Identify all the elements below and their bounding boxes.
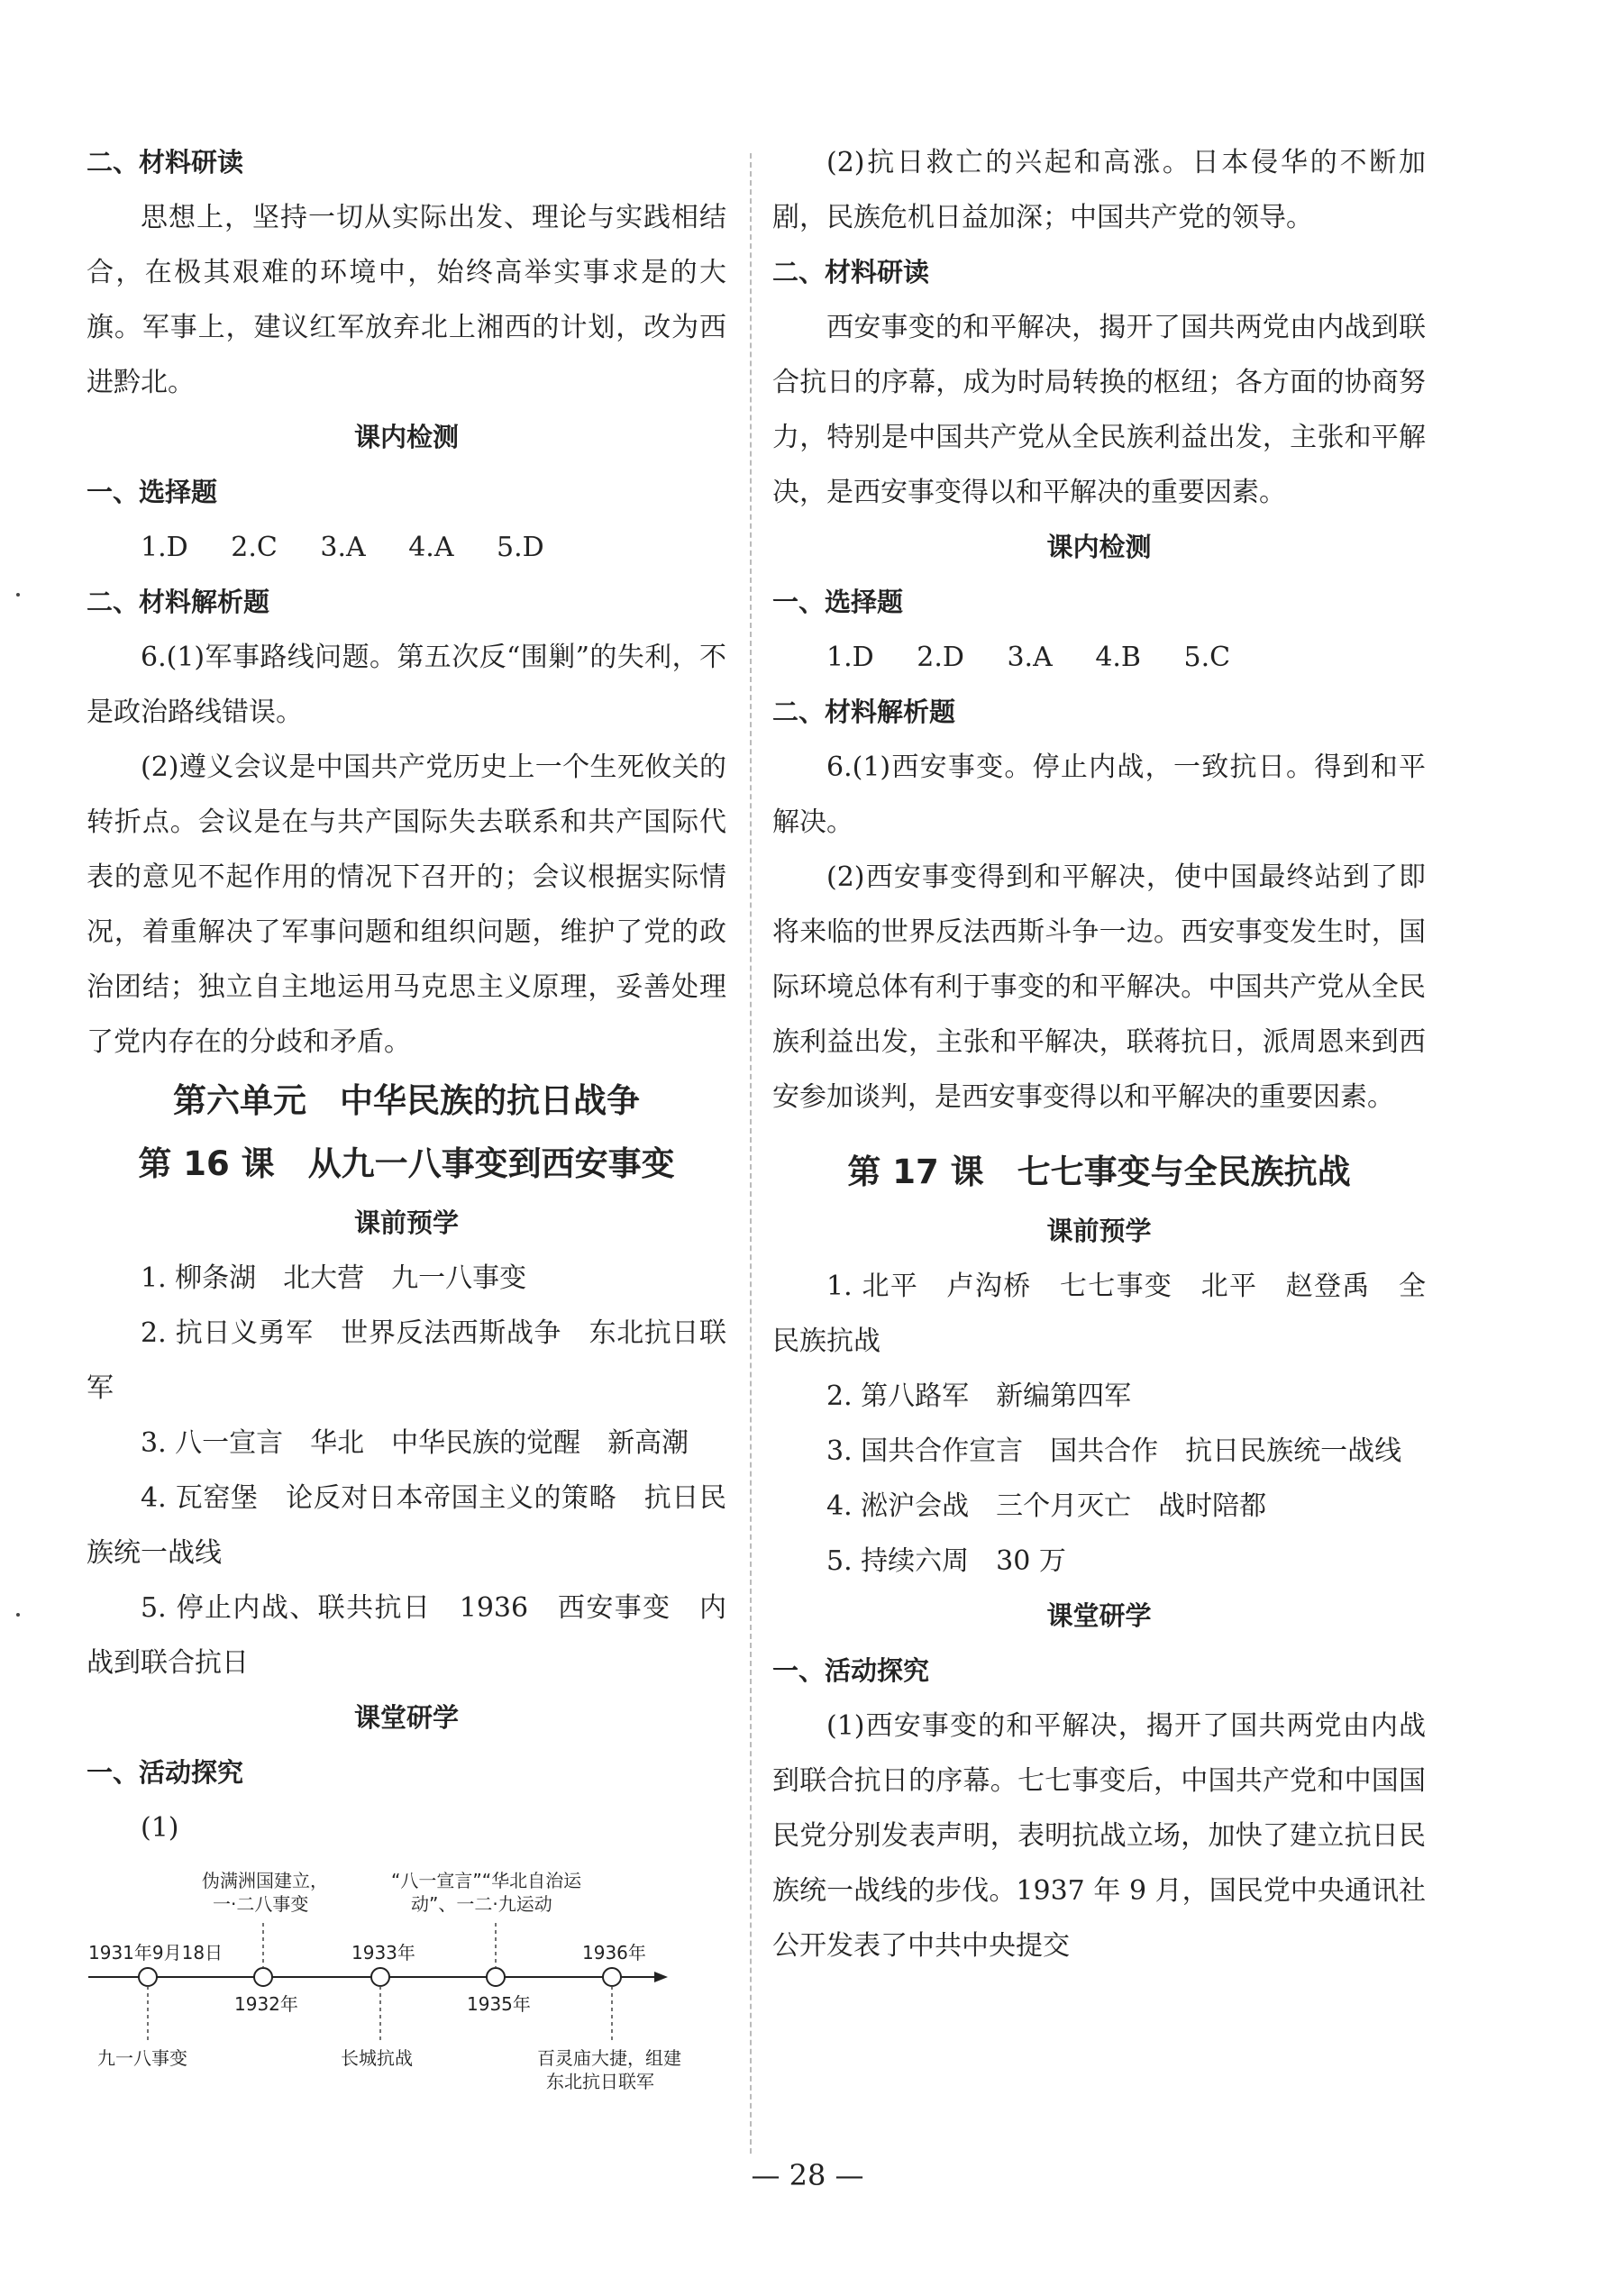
- timeline-wrap: [87, 1855, 726, 2126]
- list-item: 4. 淞沪会战 三个月灭亡 战时陪都: [826, 1490, 1267, 1522]
- timeline-date: 1932年: [234, 1993, 298, 2015]
- list-item: 4. 瓦窑堡 论反对日本帝国主义的策略 抗日民族统一战线: [87, 1482, 726, 1569]
- page-number: — 28 —: [751, 2158, 864, 2192]
- section-heading: 课前预学: [353, 1207, 459, 1238]
- paragraph: (2)西安事变得到和平解决，使中国最终站到了即将来临的世界反法西斯斗争一边。西安事变发生时，国际环境总体有利于事变的和平解决。中国共产党从全民族利益出发，主张和平解决，联蒋抗日，派周恩来到西安参加谈判，是西安事变得以和平解决的重要因素。: [772, 861, 1426, 1113]
- timeline-node: [371, 1968, 389, 1986]
- section-title: 二、材料研读: [772, 257, 930, 287]
- timeline-date: 1933年: [351, 1942, 415, 1963]
- section-title: 一、选择题: [87, 477, 218, 507]
- section-heading: 课内检测: [1046, 532, 1152, 562]
- section-title: 一、选择题: [772, 587, 904, 617]
- choice-answers: [772, 630, 1426, 685]
- answer: 4.A: [408, 532, 454, 563]
- answer: 5.D: [497, 532, 544, 563]
- list-item: 1. 北平 卢沟桥 七七事变 北平 赵登禹 全民族抗战: [772, 1271, 1426, 1357]
- timeline-event: 长城抗战: [341, 2047, 413, 2069]
- timeline-event: 百灵庙大捷，组建: [537, 2047, 681, 2069]
- answer: 1.D: [826, 642, 874, 673]
- timeline-node: [603, 1968, 621, 1986]
- section-heading: 课堂研学: [353, 1702, 459, 1733]
- paragraph: (2)抗日救亡的兴起和高涨。日本侵华的不断加剧，民族危机日益加深；中国共产党的领导。: [772, 147, 1426, 233]
- timeline-date: 1936年: [582, 1942, 646, 1963]
- scan-mark: [16, 593, 20, 597]
- timeline-event: 一·二八事变: [213, 1893, 309, 1915]
- choice-answers: [87, 520, 726, 575]
- timeline-event: “八一宣言”“华北自治运: [391, 1870, 582, 1891]
- answer: 4.B: [1095, 642, 1141, 673]
- section-title: 二、材料解析题: [87, 587, 270, 617]
- list-item: 5. 停止内战、联共抗日 1936 西安事变 内战到联合抗日: [87, 1592, 726, 1679]
- arrow-icon: [654, 1972, 668, 1982]
- list-item: 3. 八一宣言 华北 中华民族的觉醒 新高潮: [141, 1427, 689, 1459]
- answer: 2.D: [917, 642, 964, 673]
- paragraph: 思想上，坚持一切从实际出发、理论与实践相结合，在极其艰难的环境中，始终高举实事求是的大旗。军事上，建议红军放弃北上湘西的计划，改为西进黔北。: [87, 202, 726, 398]
- lesson-title: 第 17 课 七七事变与全民族抗战: [847, 1153, 1351, 1191]
- list-item: 5. 持续六周 30 万: [826, 1545, 1066, 1577]
- answer: 2.C: [231, 532, 278, 563]
- paragraph: 6.(1)军事路线问题。第五次反“围剿”的失利，不是政治路线错误。: [87, 642, 726, 728]
- answer: 5.C: [1183, 642, 1231, 673]
- timeline-event: 九一八事变: [97, 2047, 187, 2069]
- section-title: 一、活动探究: [87, 1757, 244, 1788]
- timeline-date: 1935年: [467, 1993, 531, 2015]
- paragraph: (1)西安事变的和平解决，揭开了国共两党由内战到联合抗日的序幕。七七事变后，中国共产党和中国国民党分别发表声明，表明抗战立场，加快了建立抗日民族统一战线的步伐。1937 年 9 月，国民党中央通讯社公开发表了中共中央提交: [772, 1710, 1426, 1962]
- paragraph: 6.(1)西安事变。停止内战，一致抗日。得到和平解决。: [772, 752, 1426, 838]
- left-column: [87, 135, 726, 2126]
- timeline-node: [487, 1968, 505, 1986]
- timeline-date: 1931年9月18日: [88, 1942, 224, 1963]
- lesson-title: 第 16 课 从九一八事变到西安事变: [138, 1144, 675, 1183]
- section-heading: 课内检测: [353, 422, 459, 452]
- list-item: 1. 柳条湖 北大营 九一八事变: [141, 1262, 527, 1294]
- unit-title: 第六单元 中华民族的抗日战争: [173, 1081, 640, 1120]
- timeline-diagram: [87, 1846, 726, 2144]
- answer: 3.A: [320, 532, 366, 563]
- section-title: 二、材料研读: [87, 147, 244, 178]
- paragraph: 西安事变的和平解决，揭开了国共两党由内战到联合抗日的序幕，成为时局转换的枢纽；各方面的协商努力，特别是中国共产党从全民族利益出发，主张和平解决，是西安事变得以和平解决的重要因素。: [772, 312, 1426, 508]
- paragraph: (2)遵义会议是中国共产党历史上一个生死攸关的转折点。会议是在与共产国际失去联系和共产国际代表的意见不起作用的情况下召开的；会议根据实际情况，着重解决了军事问题和组织问题，维护了党的政治团结；独立自主地运用马克思主义原理，妥善处理了党内存在的分歧和矛盾。: [87, 752, 726, 1058]
- column-divider: [750, 153, 752, 2154]
- timeline-event: 动”、一二·九运动: [411, 1893, 552, 1915]
- answer: 3.A: [1007, 642, 1053, 673]
- section-heading: 课堂研学: [1046, 1600, 1152, 1631]
- timeline-event: 东北抗日联军: [546, 2071, 654, 2092]
- list-item: 2. 第八路军 新编第四军: [826, 1380, 1132, 1412]
- timeline-event: 伪满洲国建立，: [202, 1870, 328, 1891]
- list-item: 2. 抗日义勇军 世界反法西斯战争 东北抗日联军: [87, 1317, 726, 1404]
- timeline-node: [254, 1968, 272, 1986]
- list-item: 3. 国共合作宣言 国共合作 抗日民族统一战线: [826, 1435, 1402, 1467]
- answer: 1.D: [141, 532, 188, 563]
- section-title: 二、材料解析题: [772, 697, 956, 727]
- scan-mark: [16, 1613, 20, 1617]
- sub-label: (1): [141, 1812, 179, 1844]
- right-column: [772, 135, 1426, 1973]
- timeline-node: [139, 1968, 157, 1986]
- section-heading: 课前预学: [1046, 1216, 1152, 1246]
- section-title: 一、活动探究: [772, 1655, 930, 1686]
